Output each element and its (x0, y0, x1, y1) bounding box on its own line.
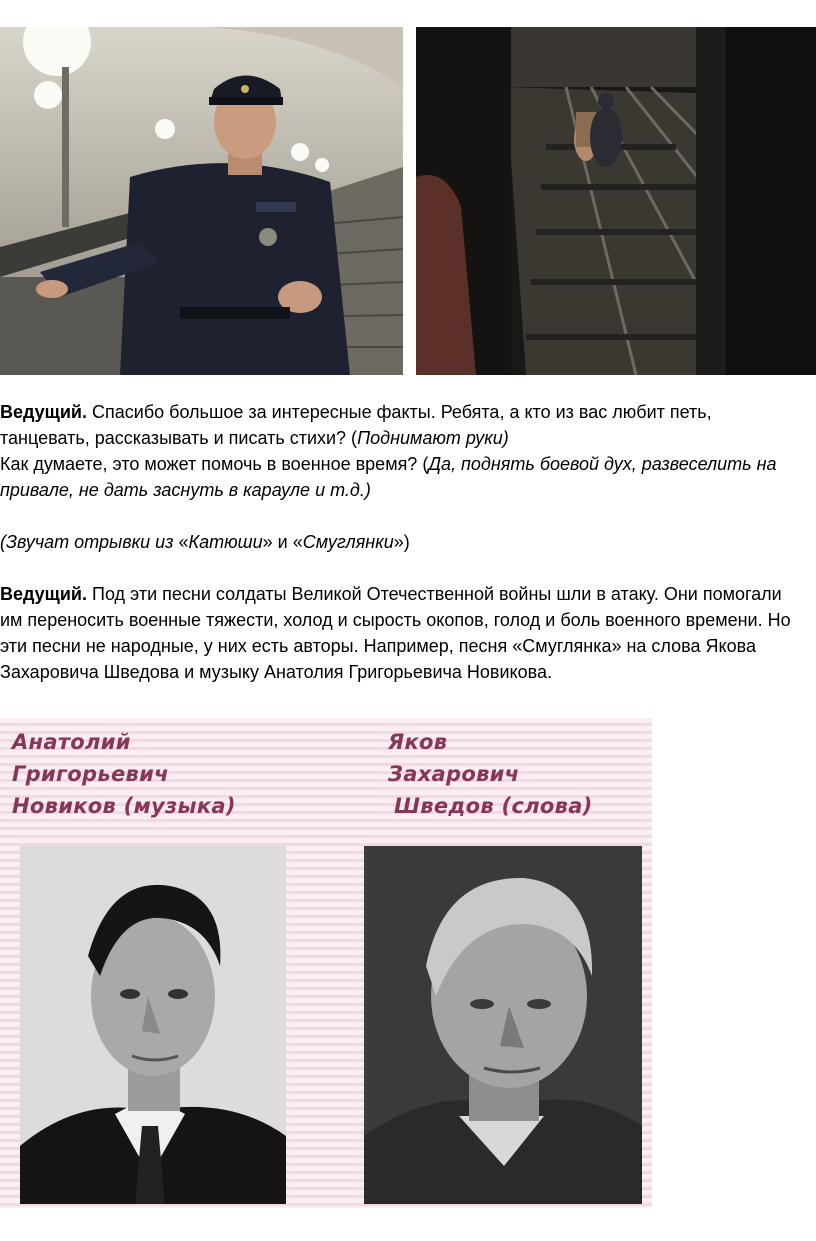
paragraph-text: Спасибо большое за интересные факты. Ребята, а кто из вас любит петь, танцевать, рассказывать и писать стихи? ( (0, 402, 712, 448)
paragraph-text: Под эти песни солдаты Великой Отечественной войны шли в атаку. Они помогали им переносить военные тяжести, холод и сырость окопов, голод и боль военного времени. Но эти песни не народные, у них есть авторы. Например, песня «Смуглянка» на слова Якова Захаровича Шведова и музыку Анатолия Григорьевича Новикова. (0, 584, 791, 682)
caption-line: Анатолий (12, 730, 131, 754)
stage-direction: (Звучат отрывки из (0, 532, 179, 552)
stage-direction: Поднимают руки) (357, 428, 509, 448)
paragraph-4 (0, 581, 806, 685)
quote-mark: » и « (262, 532, 303, 552)
text-block (0, 399, 806, 685)
song-title-smuglyanka: Смуглянки (302, 532, 394, 552)
speaker-label: Ведущий. (0, 584, 87, 604)
stage-direction: Да, поднять боевой дух, развеселить на привале, не дать заснуть в карауле и т.д.) (0, 454, 777, 500)
quote-mark: ») (393, 532, 410, 552)
speaker-label: Ведущий. (0, 402, 87, 422)
quote-mark: « (178, 532, 189, 552)
caption-line: Захарович (388, 762, 520, 786)
caption-line: Новиков (музыка) (12, 794, 236, 818)
caption-line: Шведов (слова) (394, 794, 593, 818)
song-title-katyusha: Катюши (188, 532, 263, 552)
novikov-caption (12, 726, 236, 822)
novikov-portrait (20, 846, 286, 1204)
paragraph-1 (0, 399, 806, 451)
caption-line: Григорьевич (12, 762, 169, 786)
composers-slide (0, 718, 652, 1208)
paragraph-2 (0, 451, 806, 503)
metro-tracks-photo (416, 27, 816, 375)
paragraph-text: Как думаете, это может помочь в военное время? ( (0, 454, 429, 474)
shvedov-portrait (364, 846, 642, 1204)
paragraph-3-songs (0, 529, 806, 555)
shvedov-caption (388, 726, 593, 822)
caption-line: Яков (388, 730, 448, 754)
police-officer-escalator-photo (0, 27, 403, 375)
